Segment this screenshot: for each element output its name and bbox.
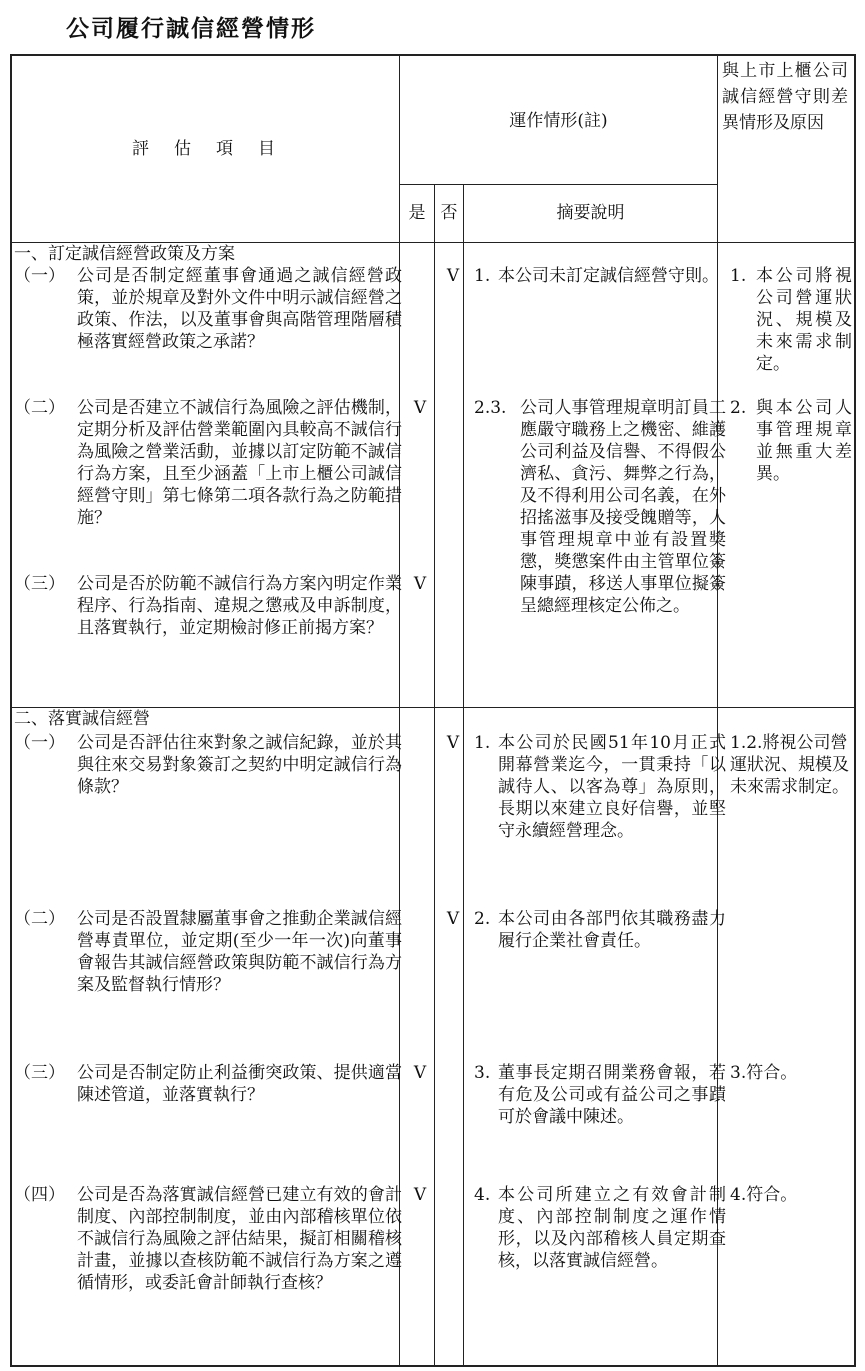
difference-1 [730,265,852,375]
summary-s2-4 [474,1184,726,1272]
summary-number: 2.3. [474,398,507,418]
section2-item2 [14,908,402,996]
summary-number: 1. [474,733,491,753]
item-number: （三） [14,574,65,594]
summary-number: 1. [474,266,491,286]
item-text: 公司是否評估往來對象之誠信紀錄，並於其與往來交易對象簽訂之契約中明定誠信行為條款？ [77,733,402,797]
item-number: （二） [14,398,65,418]
difference-number: 2. [730,398,747,418]
page-title: 公司履行誠信經營情形 [66,16,316,42]
section-heading: 二、落實誠信經營 [14,709,150,729]
summary-text: 本公司未訂定誠信經營守則。 [498,266,719,286]
section1-item3 [14,573,402,639]
item-text: 公司是否建立不誠信行為風險之評估機制，定期分析及評估營業範圍內具較高不誠信行為風險之營業活動，並據以訂定防範不誠信行為方案，且至少涵蓋「上市上櫃公司誠信經營守則」第七條第二項各款行為之防範措施？ [77,398,402,528]
header-summary: 摘要說明 [556,203,625,223]
item-text: 公司是否制定經董事會通過之誠信經營政策，並於規章及對外文件中明示誠信經營之政策、作法，以及董事會與高階管理階層積極落實經營政策之承諾？ [77,266,402,352]
summary-s2-1 [474,732,726,842]
header-item: 評 估 項 目 [132,139,279,159]
difference-s2-4 [730,1184,852,1206]
item-number: （三） [14,1063,65,1083]
difference-text: 1.2.將視公司營運狀況、規模及未來需求制定。 [730,733,849,797]
no-mark: V [446,266,460,286]
section1-item1 [14,265,402,353]
item-text: 公司是否設置隸屬董事會之推動企業誠信經營專責單位，並定期(至少一年一次)向董事會報告其誠信經營政策與防範不誠信行為方案及監督執行情形？ [77,909,402,995]
difference-text: 與本公司人事管理規章並無重大差異。 [756,398,852,484]
summary-s2-3 [474,1062,726,1128]
item-number: （二） [14,909,65,929]
no-mark: V [446,733,460,753]
difference-text: 本公司將視公司營運狀況、規模及未來需求制定。 [756,266,852,374]
difference-number: 1. [730,266,747,286]
item-number: （四） [14,1185,65,1205]
item-text: 公司是否於防範不誠信行為方案內明定作業程序、行為指南、違規之懲戒及申訴制度，且落實執行，並定期檢討修正前揭方案？ [77,574,402,638]
summary-text: 公司人事管理規章明訂員工應嚴守職務上之機密、維護公司利益及信譽、不得假公濟私、貪污、舞弊之行為，及不得利用公司名義，在外招搖滋事及接受餽贈等，人事管理規章中並有設置獎懲，獎懲案件由主管單位簽陳事蹟，移送人事單位擬簽呈總經理核定公佈之。 [520,398,726,616]
section2-item1 [14,732,402,798]
summary-number: 3. [474,1063,491,1083]
summary-number: 2. [474,909,491,929]
item-number: （一） [14,266,65,286]
yes-mark: V [413,398,427,418]
section1-item2 [14,397,402,529]
difference-text: 3.符合。 [730,1063,798,1083]
header-difference: 與上市上櫃公司誠信經營守則差異情形及原因 [722,61,848,133]
yes-mark: V [413,1063,427,1083]
header-operation: 運作情形(註) [509,111,608,131]
item-text: 公司是否為落實誠信經營已建立有效的會計制度、內部控制制度，並由內部稽核單位依不誠信行為風險之評估結果，擬訂相關稽核計畫，並據以查核防範不誠信行為方案之遵循情形，或委託會計師執行查核？ [77,1185,402,1293]
section2-item4 [14,1184,402,1294]
section-heading: 一、訂定誠信經營政策及方案 [14,244,235,264]
summary-1 [474,265,726,287]
summary-text: 本公司於民國51年10月正式開幕營業迄今，一貫秉持「以誠待人、以客為尊」為原則，長期以來建立良好信譽，並堅守永續經營理念。 [498,733,726,841]
difference-s2-3 [730,1062,852,1084]
section2-item3 [14,1062,402,1106]
yes-mark: V [413,574,427,594]
summary-text: 董事長定期召開業務會報，若有危及公司或有益公司之事蹟可於會議中陳述。 [498,1063,726,1127]
item-number: （一） [14,733,65,753]
item-text: 公司是否制定防止利益衝突政策、提供適當陳述管道，並落實執行？ [77,1063,402,1105]
summary-s2-2 [474,908,726,952]
header-no: 否 [440,203,458,223]
no-mark: V [446,909,460,929]
header-yes: 是 [408,203,426,223]
yes-mark: V [413,1185,427,1205]
summary-text: 本公司所建立之有效會計制度、內部控制制度之運作情形，以及內部稽核人員定期查核，以落實誠信經營。 [498,1185,726,1271]
difference-s2-1 [730,732,852,798]
summary-2-3 [474,397,726,617]
summary-number: 4. [474,1185,491,1205]
difference-text: 4.符合。 [730,1185,798,1205]
difference-2 [730,397,852,485]
summary-text: 本公司由各部門依其職務盡力履行企業社會責任。 [498,909,726,951]
